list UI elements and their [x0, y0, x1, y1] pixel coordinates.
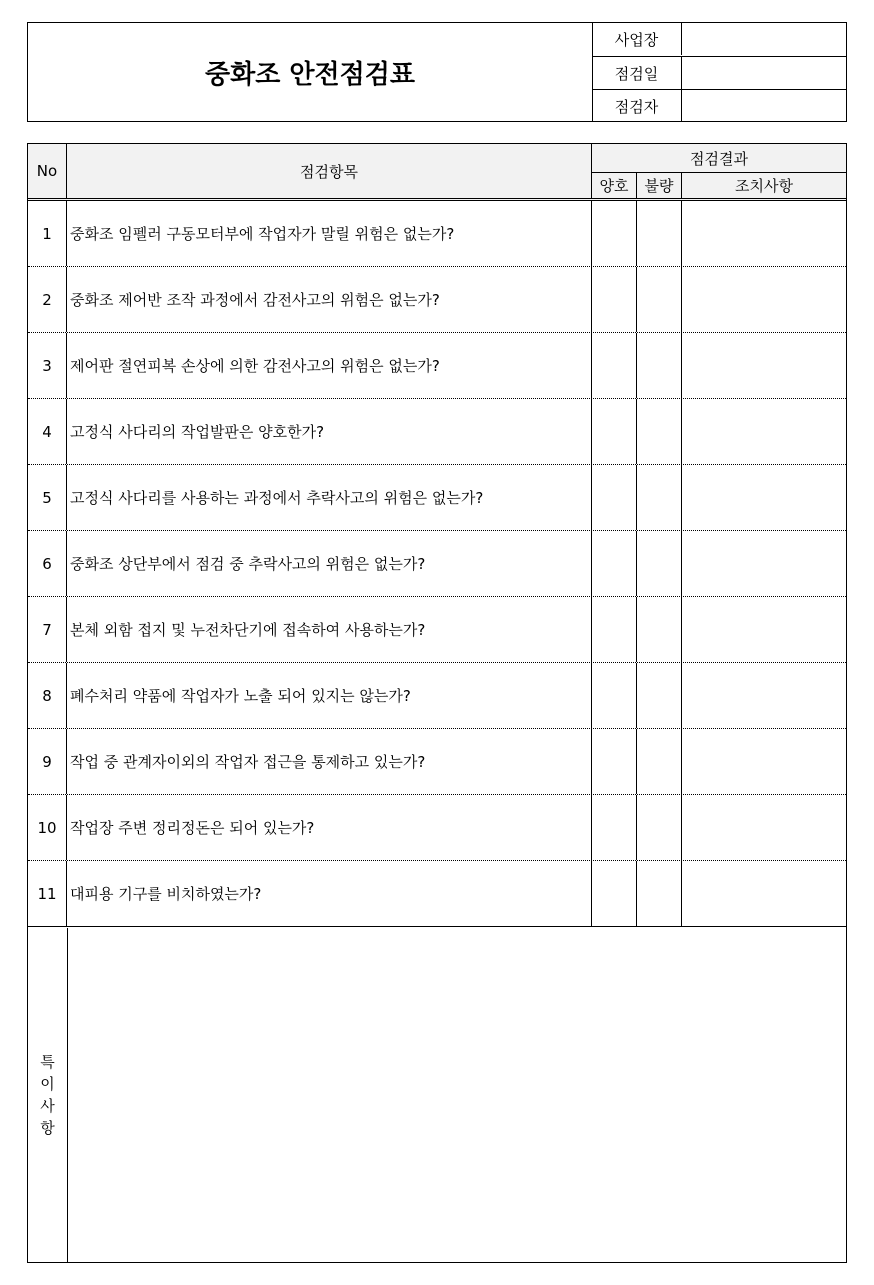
notes-label — [28, 928, 68, 1262]
action-cell[interactable] — [682, 267, 846, 332]
action-cell[interactable] — [682, 201, 846, 266]
info-panel — [592, 23, 846, 121]
row-number: 1 — [28, 201, 67, 266]
good-cell[interactable] — [592, 531, 637, 596]
check-item: 제어판 절연피복 손상에 의한 감전사고의 위험은 없는가? — [67, 333, 592, 398]
row-number: 2 — [28, 267, 67, 332]
action-cell[interactable] — [682, 531, 846, 596]
row-number: 3 — [28, 333, 67, 398]
good-cell[interactable] — [592, 729, 637, 794]
row-number: 9 — [28, 729, 67, 794]
info-label: 점검자 — [592, 90, 682, 122]
info-label: 사업장 — [592, 23, 682, 55]
table-row — [28, 531, 846, 597]
good-cell[interactable] — [592, 465, 637, 530]
check-item: 작업 중 관계자이외의 작업자 접근을 통제하고 있는가? — [67, 729, 592, 794]
good-cell[interactable] — [592, 333, 637, 398]
check-item: 본체 외함 접지 및 누전차단기에 접속하여 사용하는가? — [67, 597, 592, 662]
header-item: 점검항목 — [67, 144, 592, 198]
info-label: 점검일 — [592, 57, 682, 89]
table-row — [28, 861, 846, 927]
checklist-table — [27, 143, 847, 1263]
action-cell[interactable] — [682, 663, 846, 728]
site-field[interactable] — [682, 23, 846, 55]
table-row — [28, 729, 846, 795]
header-bad: 불량 — [637, 173, 682, 198]
check-item: 폐수처리 약품에 작업자가 노출 되어 있지는 않는가? — [67, 663, 592, 728]
check-item: 고정식 사다리를 사용하는 과정에서 추락사고의 위험은 없는가? — [67, 465, 592, 530]
good-cell[interactable] — [592, 201, 637, 266]
bad-cell[interactable] — [637, 267, 682, 332]
good-cell[interactable] — [592, 663, 637, 728]
bad-cell[interactable] — [637, 597, 682, 662]
notes-section — [28, 928, 846, 1262]
table-row — [28, 201, 846, 267]
row-number: 8 — [28, 663, 67, 728]
bad-cell[interactable] — [637, 333, 682, 398]
good-cell[interactable] — [592, 795, 637, 860]
bad-cell[interactable] — [637, 531, 682, 596]
check-item: 대피용 기구를 비치하였는가? — [67, 861, 592, 926]
check-item: 중화조 상단부에서 점검 중 추락사고의 위험은 없는가? — [67, 531, 592, 596]
check-item: 고정식 사다리의 작업발판은 양호한가? — [67, 399, 592, 464]
good-cell[interactable] — [592, 597, 637, 662]
bad-cell[interactable] — [637, 663, 682, 728]
header-result: 점검결과 — [592, 144, 846, 173]
check-item: 중화조 임펠러 구동모터부에 작업자가 말릴 위험은 없는가? — [67, 201, 592, 266]
date-field[interactable] — [682, 57, 846, 89]
row-number: 5 — [28, 465, 67, 530]
table-row — [28, 465, 846, 531]
bad-cell[interactable] — [637, 399, 682, 464]
table-row — [28, 597, 846, 663]
bad-cell[interactable] — [637, 201, 682, 266]
check-item: 작업장 주변 정리정돈은 되어 있는가? — [67, 795, 592, 860]
row-number: 7 — [28, 597, 67, 662]
header-good: 양호 — [592, 173, 637, 198]
table-row — [28, 333, 846, 399]
action-cell[interactable] — [682, 597, 846, 662]
table-header — [28, 144, 846, 201]
action-cell[interactable] — [682, 333, 846, 398]
page-title: 중화조 안전점검표 — [28, 23, 593, 121]
notes-label-char: 특 — [40, 1053, 55, 1071]
table-row — [28, 663, 846, 729]
action-cell[interactable] — [682, 399, 846, 464]
info-row-inspector — [592, 89, 846, 122]
table-row — [28, 399, 846, 465]
info-row-date — [592, 56, 846, 89]
inspector-field[interactable] — [682, 90, 846, 122]
check-item: 중화조 제어반 조작 과정에서 감전사고의 위험은 없는가? — [67, 267, 592, 332]
action-cell[interactable] — [682, 465, 846, 530]
bad-cell[interactable] — [637, 795, 682, 860]
notes-label-char: 이 — [40, 1075, 55, 1093]
header-no: No — [28, 144, 67, 198]
good-cell[interactable] — [592, 861, 637, 926]
table-row — [28, 267, 846, 333]
action-cell[interactable] — [682, 729, 846, 794]
header-block — [27, 22, 847, 122]
row-number: 11 — [28, 861, 67, 926]
action-cell[interactable] — [682, 861, 846, 926]
row-number: 4 — [28, 399, 67, 464]
row-number: 6 — [28, 531, 67, 596]
action-cell[interactable] — [682, 795, 846, 860]
row-number: 10 — [28, 795, 67, 860]
notes-label-char: 사 — [40, 1097, 55, 1115]
bad-cell[interactable] — [637, 861, 682, 926]
notes-label-char: 항 — [40, 1119, 55, 1137]
info-row-site — [592, 23, 846, 55]
bad-cell[interactable] — [637, 465, 682, 530]
notes-area[interactable] — [67, 928, 846, 1262]
good-cell[interactable] — [592, 267, 637, 332]
header-action: 조치사항 — [735, 177, 793, 195]
table-row — [28, 795, 846, 861]
bad-cell[interactable] — [637, 729, 682, 794]
good-cell[interactable] — [592, 399, 637, 464]
